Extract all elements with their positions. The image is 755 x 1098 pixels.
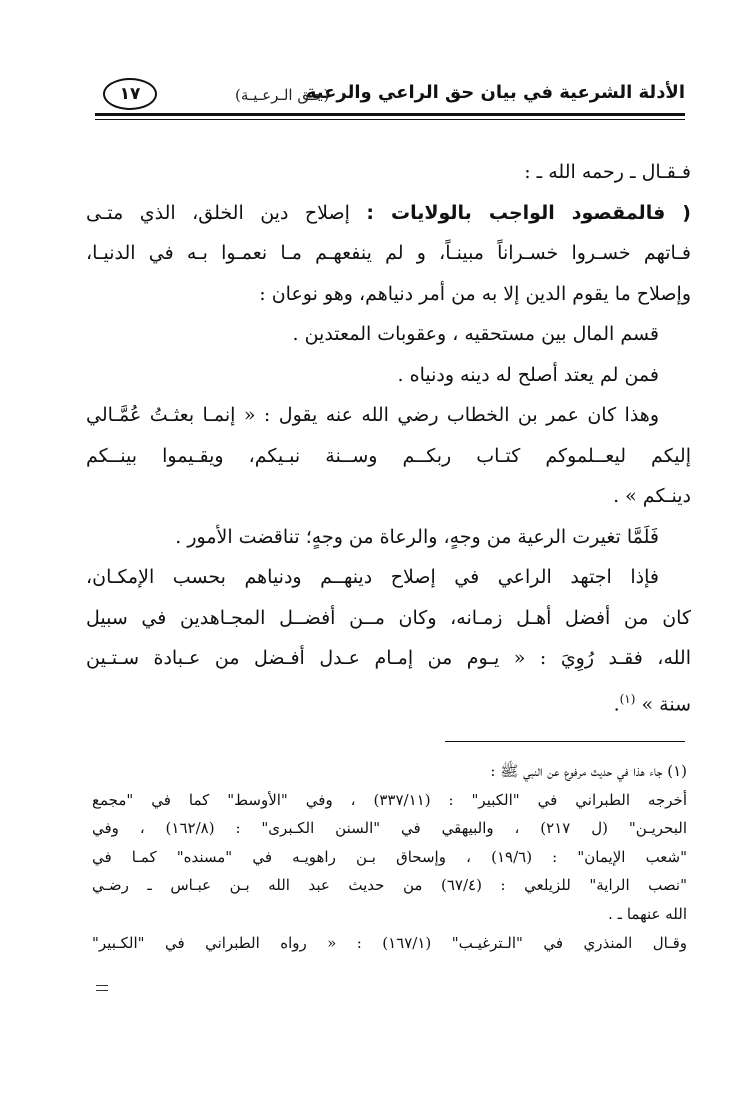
header-rule-thin [95,119,685,120]
footnotes [92,757,687,957]
text-span: إصلاح دين الخلق، الذي متـى [86,201,367,224]
text-line: الله، فقـد رُوِيَ : « يـوم من إمـام عـدل أفـضل من عـبادة سـتـين [86,647,691,669]
footnote-line: "شعب الإيمان" : (١٩/٦) ، وإسحاق بـن راهويـه في "مسنده" كمـا في [92,847,687,866]
end-period: . [613,692,620,715]
continuation-mark [96,985,108,991]
text-line: فَلَمَّا تغيرت الرعية من وجهٍ، والرعاة من وجهٍ؛ تناقضت الأمور . [175,525,659,548]
text-line: فـاتهم خسـروا خسـراناً مبينـاً، و لم ينفعهـم مـا نعمـوا بـه في الدنيـا، [86,242,691,264]
bold-phrase: ( فالمقصود الواجب بالولايات : [366,201,691,224]
page-number-badge [103,78,157,110]
footnote-line: (١) جاء هذا في حديث مرفوع عن النبي ﷺ : [490,762,687,780]
text-line: وهذا كان عمر بن الخطاب رضي الله عنه يقول : « إنمـا بعثـتُ عُمَّـالي [86,404,659,426]
text-span: وهو نوعان : [259,282,353,305]
page-number: ١٧ [119,83,141,104]
text-line [86,193,691,234]
footnote-line: وقـال المنذري في "الـترغيـب" (١٦٧/١) : « رواه الطبراني في "الكـبير" [92,933,687,952]
footnote-line: الله عنهما ـ . [608,904,687,923]
footnote-line: أخرجه الطبراني في "الكبير" : (٣٣٧/١١) ، وفي "الأوسط" كما في "مجمع [92,790,687,809]
footnote-line: البحريـن" (ل ٢١٧) ، والبيهقي في "السنن الكـبرى" : (١٦٢/٨) ، وفي [92,819,687,838]
text-line [86,274,691,315]
text-line: كان من أفضل أهـل زمـانه، وكان مــن أفضــل المجـاهدين في سبيل [86,606,691,629]
text-line: دينـكم » . [613,485,691,507]
section-title: (حـق الـرعـيـة) [235,86,330,104]
text-line: فإذا اجتهد الراعي في إصلاح دينهــم ودنياهم بحسب الإمكـان، [86,566,659,588]
text-line [86,679,691,720]
text-line: قسم المال بين مستحقيه ، وعقوبات المعتدين . [292,323,659,345]
book-title: الأدلة الشرعية في بيان حق الراعي والرعية [305,82,685,103]
footnote-separator [445,741,685,742]
header-rule-thick [95,113,685,116]
footnote-ref: (١) [619,691,636,706]
main-text [86,152,691,719]
text-line: فـقـال ـ رحمه الله ـ : [524,161,691,183]
text-line: فمن لم يعتد أصلح له دينه ودنياه . [397,363,659,386]
text-span: وإصلاح ما يقوم الدين إلا به من أمر دنياهم، [352,282,691,305]
text-line: إليكم ليعــلموكم كتـاب ربكــم وســنة نبـيكم، ويقـيموا بينــكم [86,444,691,467]
page-header [95,78,685,112]
footnote-line: "نصب الراية" للزيلعي : (٦٧/٤) من حديث عبد الله بـن عبـاس ـ رضـي [92,876,687,895]
text-span: سنة » [641,692,691,715]
